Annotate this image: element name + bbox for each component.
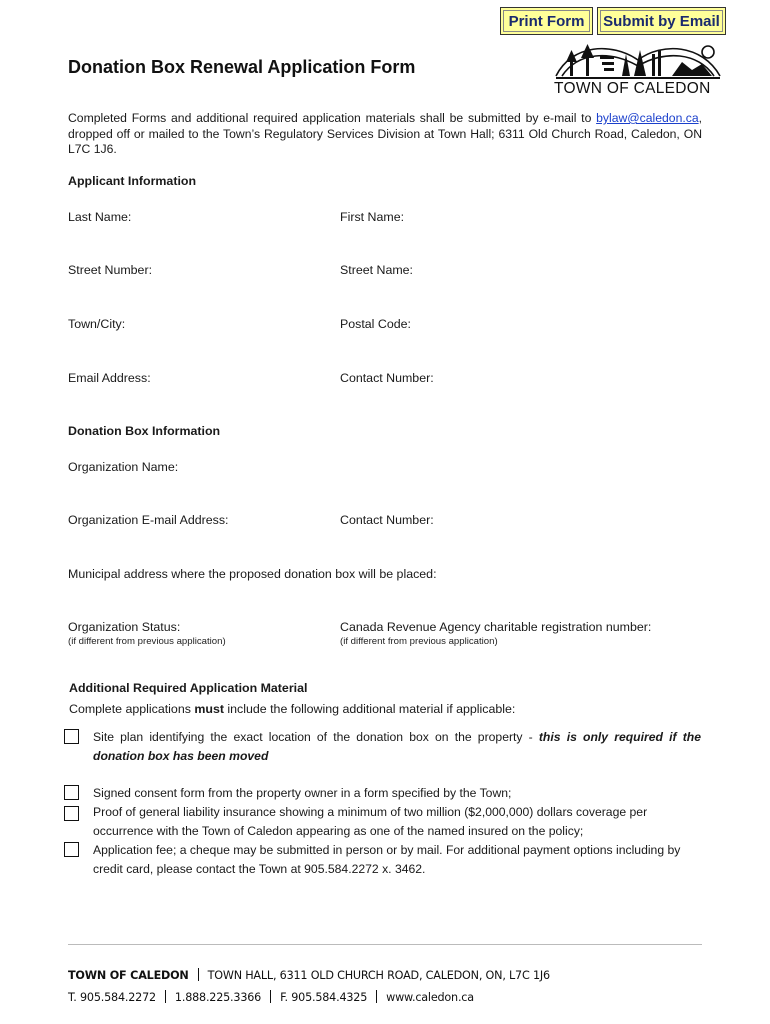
additional-intro-must: must [194,702,224,716]
site-plan-item [93,728,701,766]
organization-email-label: Organization E-mail Address: [68,513,229,527]
footer-fax: F. 905.584.4325 [280,991,368,1004]
cra-number-label: Canada Revenue Agency charitable registration number: [340,620,652,634]
footer-address-line [68,968,550,982]
town-city-label: Town/City: [68,317,126,331]
site-plan-text: Site plan identifying the exact location of the donation box on the property - [93,730,539,744]
additional-intro-end: include the following additional material if applicable: [223,702,516,716]
footer-web[interactable]: www.caledon.ca [386,991,474,1004]
site-plan-emphasis: this is only required if the donation box has been moved [93,730,701,763]
consent-form-item: Signed consent form from the property owner in a form specified by the Town; [93,786,512,800]
footer-address: TOWN HALL, 6311 OLD CHURCH ROAD, CALEDON, ON, L7C 1J6 [207,969,550,982]
print-form-button[interactable]: Print Form [500,7,593,35]
street-number-label: Street Number: [68,263,153,277]
municipal-address-label: Municipal address where the proposed donation box will be placed: [68,567,437,581]
first-name-label: First Name: [340,210,405,224]
last-name-label: Last Name: [68,210,132,224]
intro-text-end: , dropped off or mailed to the Town’s Regulatory Services Division at Town Hall; 6311 Old Church Road, Caledon, ON L7C 1J6. [68,111,702,156]
donation-box-section-heading: Donation Box Information [68,424,221,438]
intro-paragraph [68,111,702,158]
intro-text-start: Completed Forms and additional required application materials shall be submitted by e-mail to [68,111,597,125]
organization-status-note: (if different from previous application) [68,636,226,647]
town-of-caledon-logo [552,40,724,100]
footer-contact-line [68,990,474,1004]
org-contact-number-label: Contact Number: [340,513,434,527]
postal-code-label: Postal Code: [340,317,411,331]
submit-by-email-button[interactable]: Submit by Email [597,7,726,35]
email-address-label: Email Address: [68,371,151,385]
bylaw-email-link[interactable]: bylaw@caledon.ca [596,111,699,125]
additional-material-heading: Additional Required Application Material [69,681,308,695]
application-fee-checkbox[interactable] [64,842,79,857]
applicant-section-heading: Applicant Information [68,174,197,188]
organization-name-label: Organization Name: [68,460,179,474]
caledon-logo-icon [552,40,724,82]
logo-text: TOWN OF CALEDON [554,80,711,97]
insurance-item: Proof of general liability insurance showing a minimum of two million ($2,000,000) dollars coverage per occurrence with the Town of Caledon appearing as one of the named insured on the policy; [93,805,648,838]
application-fee-item: Application fee; a cheque may be submitted in person or by mail. For additional payment options including by credit card, please contact the Town at 905.584.2272 x. 3462. [93,843,681,876]
additional-intro-start: Complete applications [69,702,195,716]
insurance-checkbox[interactable] [64,806,79,821]
footer-tollfree: 1.888.225.3366 [174,991,262,1004]
cra-number-note: (if different from previous application) [340,636,498,647]
footer-phone: T. 905.584.2272 [68,991,156,1004]
consent-form-checkbox[interactable] [64,785,79,800]
organization-status-label: Organization Status: [68,620,181,634]
contact-number-label: Contact Number: [340,371,434,385]
footer-divider [68,944,702,945]
additional-material-intro [69,702,515,716]
street-name-label: Street Name: [340,263,413,277]
page-title: Donation Box Renewal Application Form [68,57,416,77]
site-plan-checkbox[interactable] [64,729,79,744]
footer-org: TOWN OF CALEDON [68,969,189,982]
